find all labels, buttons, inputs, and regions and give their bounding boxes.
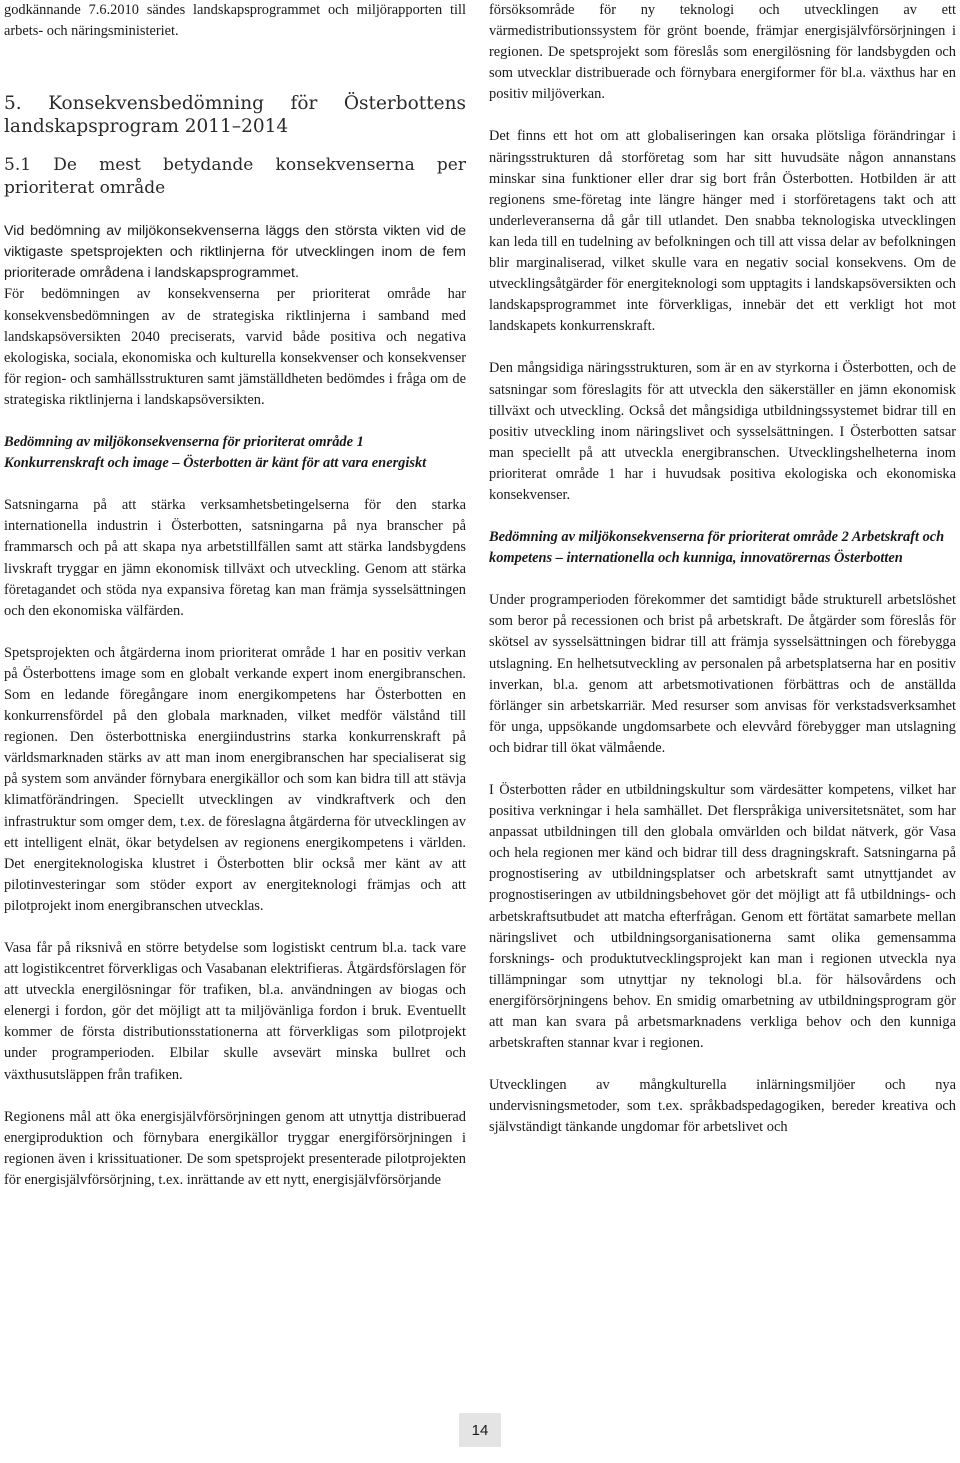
paragraph-continuation: försöksområde för ny teknologi och utvecklingen av ett värmedistributionssystem för grönt boende, främjar energisjälvförsörjningen i regionen. De spetsprojekt som föreslås som energilösning för landsbygden och som utvecklar distribuerade och förnybara energiformer för bl.a. växthus har en positiv miljöverkan.: [489, 2, 956, 103]
paragraph-education: I Österbotten råder en utbildningskultur som värdesätter kompetens, vilket har positiva verkningar i hela samhället. Det flerspråkiga universitetsnätet, som har anpassat utbildningen till den globala omvärlden och bildat nätverk, gör Vasa och hela regionen mer känd och bidrar till dess dragningskraft. Satsningarna på prognostisering av utbildningsplatser och arbetskraft samt utnyttjandet av prognostiseringen av utbildningsbehovet gör det möjligt att få utbildnings- och arbetskraftsutbudet att matcha efterfrågan. Genom ett förtätat samarbete mellan näringslivet och utbildningsorganisationerna samt olika gemensamma forsknings- och produktutvecklingsprojekt kan man i regionen utveckla nya tillämpningar som utnyttjar ny teknologi bl.a. för hälsovårdens och energiförsörjningens behov. En smidig omarbetning av utbildningsprogram gör att man kan svara på arbetsmarknadens verkliga behov och den kunniga arbetskraften stannar kvar i regionen.: [489, 782, 956, 1052]
paragraph-energy: Spetsprojekten och åtgärderna inom prioriterat område 1 har en positiv verkan på Österbottens image som en globalt verkande expert inom energibranschen. Som en ledande föregångare inom energikompetens har Österbotten en konkurrensfördel på den globala marknaden, vilket medför välstånd till regionen. Den österbottniska energiindustrins starka konkurrenskraft på världsmarknaden stärks av att man inom energibranschen har specialiserat sig på system som använder förnybara energikällor och som kan bidra till att stävja klimatförändringen. Speciellt utvecklingen av vindkraftverk och den infrastruktur som omger dem, t.ex. de föreslagna åtgärderna för utvecklingen av ett intelligent elnät, ökar betydelsen av regionens energikompetens i världen. Det energiteknologiska klustret i Österbotten blir också mer känt av att pilotinvesteringar som stöder export av energiteknologi främjas och att pilotprojekt inom energibranschen utvecklas.: [4, 644, 466, 914]
page-number: 14: [459, 1413, 501, 1447]
paragraph-multicultural: Utvecklingen av mångkulturella inlärningsmiljöer och nya undervisningsmetoder, som t.ex. språkbadspedagogiken, bereder kreativa och självständigt tänkande ungdomar för arbetslivet och: [489, 1077, 956, 1136]
assessment-heading-2: Bedömning av miljökonsekvenserna för prioriterat område 2 Arbetskraft och kompetens – internationella och kunniga, innovatörernas Österbotten: [489, 529, 945, 567]
paragraph-logistics: Vasa får på riksnivå en större betydelse som logistiskt centrum bl.a. tack vare att logistikcentret förverkligas och Vasabanan elektrifieras. Åtgärdsförslagen för att utveckla energilösningar för trafiken, bl.a. användningen av biogas och elenergi i fordon, gör det möjligt att ta miljövänliga fordon i bruk. Eventuellt kommer de första distributionsstationerna att förverkligas som pilotprojekt under programperioden. Elbilar skulle avsevärt minska bullret och växthusutsläppen från trafiken.: [4, 940, 466, 1083]
paragraph-industry: Satsningarna på att stärka verksamhetsbetingelserna för den starka internationella industrin i Österbotten, satsningarna på nya branscher på frammarsch och på att skapa nya arbetstillfällen samt att stärka landsbygdens livskraft tryggar en jämn ekonomisk tillväxt och utveckling. Genom att stärka företagandet och stöda nya expansiva företag kan man främja sysselsättningen och den ekonomiska välfärden.: [4, 497, 466, 619]
assessment-heading-1: Bedömning av miljökonsekvenserna för prioriterat område 1 Konkurrenskraft och image – Österbotten är känt för att vara energiskt: [4, 434, 427, 472]
paragraph-structure: Den mångsidiga näringsstrukturen, som är en av styrkorna i Österbotten, och de satsningar som föreslagits för att utveckla den säkerställer en jämn ekonomisk tillväxt och utveckling. Också det mångsidiga utbildningssystemet bidrar till en positiv utveckling inom näringslivet och sysselsättningen. I Österbotten satsar man speciellt på att utveckla energibranschen. Utvecklingshelheterna inom prioriterat område 1 har i huvudsak positiva ekologiska och ekonomiska konsekvenser.: [489, 360, 956, 503]
paragraph-globalisation: Det finns ett hot om att globaliseringen kan orsaka plötsliga förändringar i näringsstrukturen då storföretag som har sitt huvudsäte någon annanstans minskar sina funktioner eller drar sig bort från Österbotten. Hotbilden är att regionens sme-företag inte längre hänger med i storföretagens takt och att underleveranserna då går till utlandet. Den snabba teknologiska utvecklingen kan leda till en tudelning av befolkningen och till att vissa delar av befolkningen blir marginaliserad, vilket skulle vara en negativ social konsekvens. Om de utvecklingsåtgärder för energiteknologi som upptagits i landskapsöversikten och landskapsprogrammet inte förverkligas, innebär det ett verkligt hot mot landskapets konkurrenskraft.: [489, 128, 956, 335]
subsection-heading: 5.1 De mest betydande konsekvenserna per prioriterat område: [4, 155, 466, 199]
left-column: [4, 0, 466, 1191]
paragraph-self-sufficiency: Regionens mål att öka energisjälvförsörjningen genom att utnyttja distribuerad energiproduktion och förnybara energikällor tryggar energiförsörjningen i regionen även i krissituationer. De som spetsprojekt presenterade pilotprojekten för energisjälvförsörjning, t.ex. inrättande av ett nytt, energisjälvförsörjande: [4, 1108, 466, 1188]
intro-paragraph: godkännande 7.6.2010 sändes landskapsprogrammet och miljörapporten till arbets- och näringsministeriet.: [4, 2, 466, 40]
paragraph-employment: Under programperioden förekommer det samtidigt både strukturell arbetslöshet som beror på recessionen och brist på arbetskraft. De åtgärder som föreslås för skötsel av sysselsättningen bidrar till att främja sysselsättningen och förebygga utslagning. En helhetsutveckling av personalen på arbetsplatserna har en positiv inverkan, bl.a. genom att arbetsmotivationen förbättras och de anställda förlänger sin arbetskarriär. Med resurser som anvisas för verkstadsverksamhet för unga, uppsökande ungdomsarbete och elevvård förebygger man utslagning och bidrar till ökat välmående.: [489, 592, 956, 756]
paragraph-basis: För bedömningen av konsekvenserna per prioriterat område har konsekvensbedömningen av de strategiska riktlinjerna i samband med landskapsöversikten 2040 preciserats, varvid både positiva och negativa ekologiska, sociala, ekonomiska och kulturella konsekvenser och konsekvenser för region- och samhällsstrukturen samt jämställdheten bedömdes i fråga om de strategiska riktlinjerna i landskapsöversikten.: [4, 286, 466, 408]
paragraph-method: Vid bedömning av miljökonsekvenserna läggs den största vikten vid de viktigaste spetsprojekten och riktlinjerna för utvecklingen inom de fem prioriterade områdena i landskapsprogrammet.: [4, 223, 466, 282]
section-heading: 5. Konsekvensbedömning för Österbottens landskapsprogram 2011–2014: [4, 93, 466, 138]
right-column: [489, 0, 956, 1139]
